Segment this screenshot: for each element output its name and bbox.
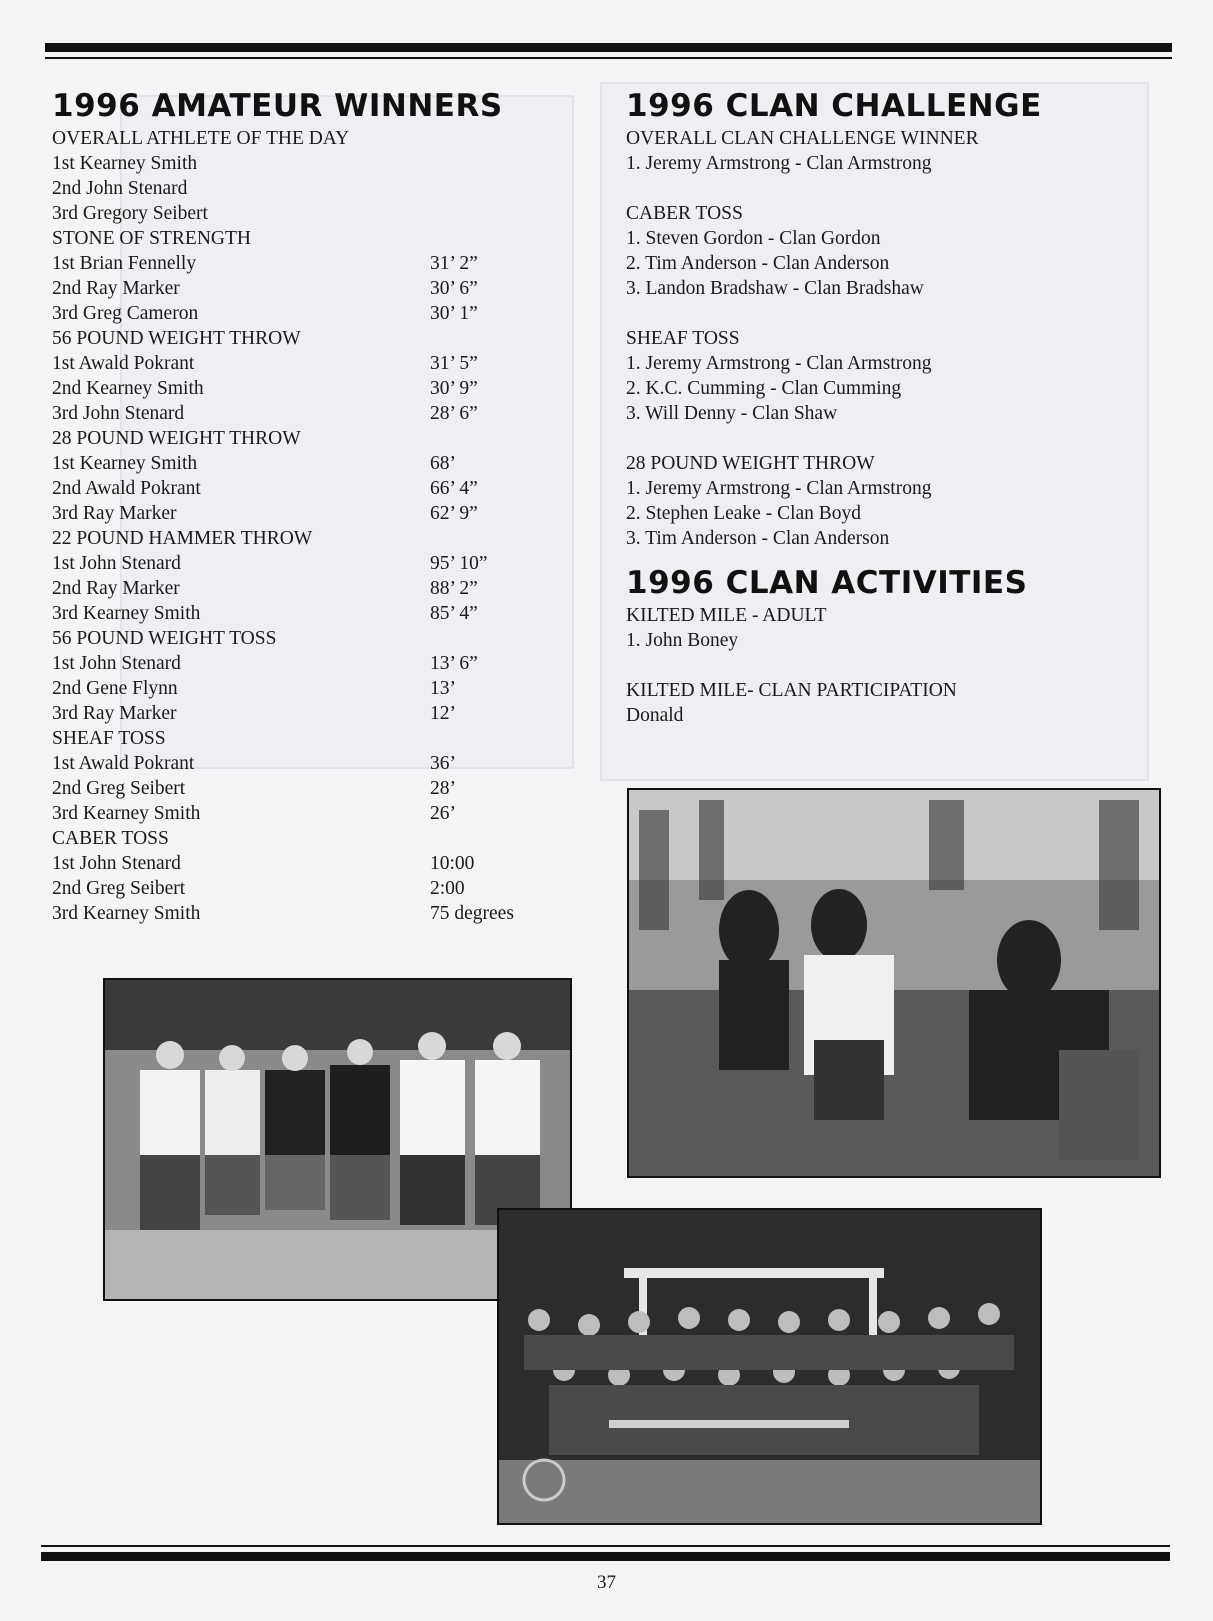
overall-athlete-3: 3rd Gregory Seibert	[52, 203, 208, 224]
result-value: 13’	[430, 678, 456, 699]
result-value: 66’ 4”	[430, 478, 478, 499]
result-row	[52, 376, 532, 401]
clan-children-group-photo	[497, 1208, 1042, 1525]
overall-athlete-1: 1st Kearney Smith	[52, 153, 198, 174]
result-value: 13’ 6”	[430, 653, 478, 674]
clan-section-title: OVERALL CLAN CHALLENGE WINNER	[626, 128, 979, 149]
amateur-winners-section	[52, 86, 532, 926]
result-value: 31’ 5”	[430, 353, 478, 374]
result-value: 30’ 9”	[430, 378, 478, 399]
clan-result: 3. Will Denny - Clan Shaw	[626, 403, 838, 424]
result-row	[52, 476, 532, 501]
result-value: 75 degrees	[430, 903, 514, 924]
clan-section	[626, 86, 1166, 728]
clan-result: 1. Steven Gordon - Clan Gordon	[626, 228, 881, 249]
result-row	[52, 301, 532, 326]
result-place: 3rd Ray Marker	[52, 703, 177, 724]
result-row	[52, 276, 532, 301]
result-place: 2nd Ray Marker	[52, 578, 180, 599]
result-value: 30’ 6”	[430, 278, 478, 299]
result-row	[52, 401, 532, 426]
result-value: 26’	[430, 803, 456, 824]
clan-result: 1. Jeremy Armstrong - Clan Armstrong	[626, 153, 932, 174]
result-value: 95’ 10”	[430, 553, 488, 574]
result-value: 28’	[430, 778, 456, 799]
result-row	[52, 576, 532, 601]
page-number: 37	[597, 1572, 616, 1593]
clan-section-title: SHEAF TOSS	[626, 328, 740, 349]
amateur-winners-heading: 1996 AMATEUR WINNERS	[52, 88, 503, 124]
clan-result: 1. Jeremy Armstrong - Clan Armstrong	[626, 353, 932, 374]
result-value: 12’	[430, 703, 456, 724]
result-row	[52, 501, 532, 526]
kids-race-photo-image	[629, 790, 1159, 1176]
result-place: 3rd Kearney Smith	[52, 903, 201, 924]
result-value: 88’ 2”	[430, 578, 478, 599]
event-title-stone-of-strength: STONE OF STRENGTH	[52, 228, 251, 249]
result-place: 3rd Ray Marker	[52, 503, 177, 524]
event-title-56lb-weight-throw: 56 POUND WEIGHT THROW	[52, 328, 301, 349]
result-place: 1st Brian Fennelly	[52, 253, 197, 274]
clan-result: 2. K.C. Cumming - Clan Cumming	[626, 378, 902, 399]
result-place: 2nd Greg Seibert	[52, 878, 186, 899]
result-value: 10:00	[430, 853, 475, 874]
activity-title: KILTED MILE- CLAN PARTICIPATION	[626, 680, 957, 701]
result-value: 68’	[430, 453, 456, 474]
result-place: 3rd John Stenard	[52, 403, 185, 424]
result-row	[52, 801, 532, 826]
result-row	[52, 601, 532, 626]
result-row	[52, 851, 532, 876]
result-row	[52, 551, 532, 576]
result-place: 1st John Stenard	[52, 853, 181, 874]
result-place: 3rd Kearney Smith	[52, 603, 201, 624]
result-row	[52, 701, 532, 726]
result-place: 1st Awald Pokrant	[52, 353, 195, 374]
activity-title: KILTED MILE - ADULT	[626, 605, 827, 626]
top-rule-thick	[45, 43, 1172, 52]
result-place: 2nd Greg Seibert	[52, 778, 186, 799]
result-row	[52, 676, 532, 701]
clan-result: 2. Stephen Leake - Clan Boyd	[626, 503, 862, 524]
result-place: 1st Awald Pokrant	[52, 753, 195, 774]
result-row	[52, 451, 532, 476]
result-row	[52, 251, 532, 276]
clan-result: 3. Tim Anderson - Clan Anderson	[626, 528, 890, 549]
result-value: 28’ 6”	[430, 403, 478, 424]
activity-result: 1. John Boney	[626, 630, 739, 651]
clan-challenge-heading: 1996 CLAN CHALLENGE	[626, 88, 1042, 124]
overall-athlete-title: OVERALL ATHLETE OF THE DAY	[52, 128, 350, 149]
event-title-28lb-weight-throw: 28 POUND WEIGHT THROW	[52, 428, 301, 449]
result-value: 31’ 2”	[430, 253, 478, 274]
result-place: 3rd Kearney Smith	[52, 803, 201, 824]
result-row	[52, 776, 532, 801]
result-place: 2nd Kearney Smith	[52, 378, 204, 399]
result-row	[52, 751, 532, 776]
clan-activities-heading: 1996 CLAN ACTIVITIES	[626, 565, 1028, 601]
result-place: 1st John Stenard	[52, 553, 181, 574]
event-title-sheaf-toss: SHEAF TOSS	[52, 728, 166, 749]
result-place: 3rd Greg Cameron	[52, 303, 199, 324]
result-place: 1st Kearney Smith	[52, 453, 198, 474]
event-title-22lb-hammer-throw: 22 POUND HAMMER THROW	[52, 528, 313, 549]
result-value: 2:00	[430, 878, 465, 899]
clan-children-group-photo-image	[499, 1210, 1040, 1523]
clan-result: 2. Tim Anderson - Clan Anderson	[626, 253, 890, 274]
top-rule-thin	[45, 57, 1172, 59]
result-value: 62’ 9”	[430, 503, 478, 524]
result-row	[52, 651, 532, 676]
overall-athlete-2: 2nd John Stenard	[52, 178, 188, 199]
result-value: 36’	[430, 753, 456, 774]
result-value: 85’ 4”	[430, 603, 478, 624]
clan-result: 3. Landon Bradshaw - Clan Bradshaw	[626, 278, 924, 299]
activity-result: Donald	[626, 705, 684, 726]
result-row	[52, 351, 532, 376]
result-value: 30’ 1”	[430, 303, 478, 324]
result-place: 2nd Awald Pokrant	[52, 478, 201, 499]
event-title-56lb-weight-toss: 56 POUND WEIGHT TOSS	[52, 628, 277, 649]
bottom-rule-thin	[41, 1545, 1170, 1547]
result-row	[52, 876, 532, 901]
clan-result: 1. Jeremy Armstrong - Clan Armstrong	[626, 478, 932, 499]
clan-section-title: CABER TOSS	[626, 203, 743, 224]
event-title-caber-toss: CABER TOSS	[52, 828, 169, 849]
result-place: 2nd Ray Marker	[52, 278, 180, 299]
kids-race-photo	[627, 788, 1161, 1178]
result-place: 1st John Stenard	[52, 653, 181, 674]
clan-section-title: 28 POUND WEIGHT THROW	[626, 453, 875, 474]
bottom-rule-thick	[41, 1552, 1170, 1561]
result-row	[52, 901, 532, 926]
result-place: 2nd Gene Flynn	[52, 678, 178, 699]
